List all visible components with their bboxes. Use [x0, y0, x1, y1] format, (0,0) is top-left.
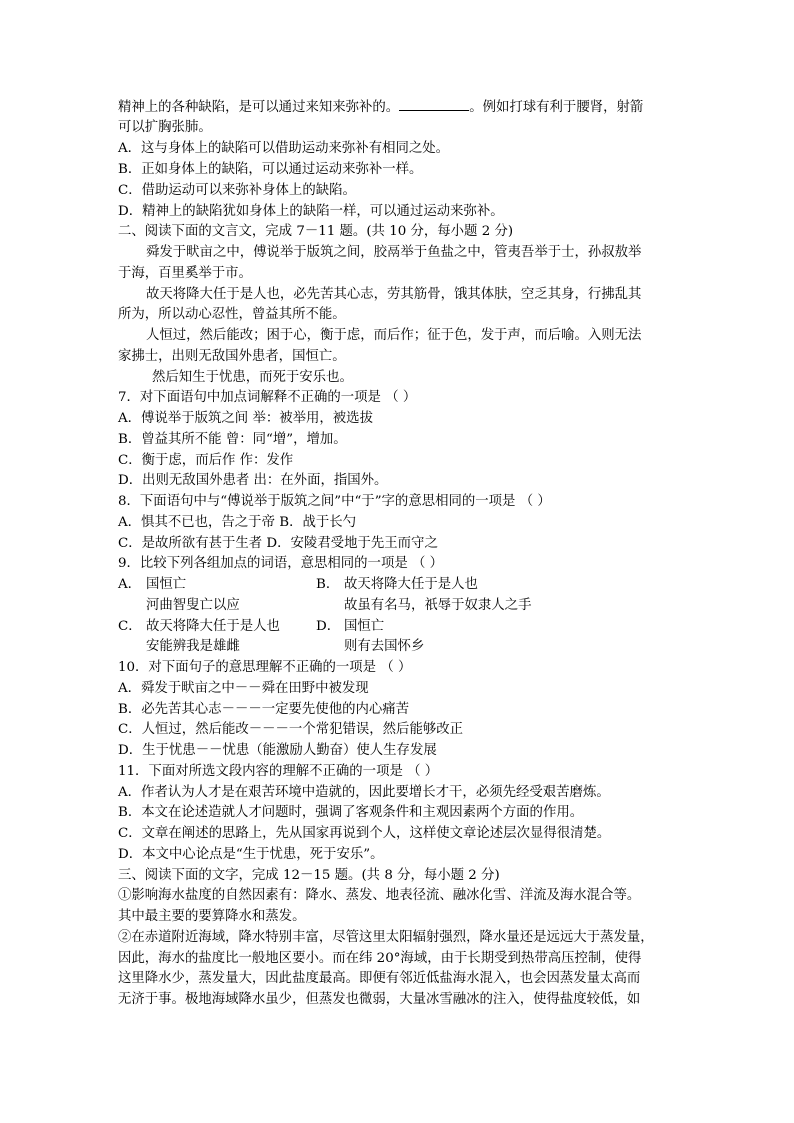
q11-option-a: A．作者认为人才是在艰苦环境中造就的，因此要增长才干，必须先经受艰苦磨炼。 — [118, 785, 610, 800]
section3-para2-line: 无济于事。极地海域降水虽少，但蒸发也微弱，大量冰雪融冰的注入，使得盐度较低，如 — [118, 992, 641, 1007]
q9-b-line1: 故天将降大任于是人也 — [344, 577, 478, 592]
q11-option-b: B．本文在论述造就人才问题时，强调了客观条件和主观因素两个方面的作用。 — [118, 805, 584, 820]
q9-c-label: C． — [118, 619, 142, 634]
q9-c-line2: 安能辨我是雄雌 — [146, 639, 240, 654]
q8-options-ab: A．惧其不已也，告之于帝 B．战于长勺 — [118, 515, 357, 530]
q7-option-d: D．出则无敌国外患者 出：在外面，指国外。 — [118, 473, 388, 488]
q9-d-line2: 则有去国怀乡 — [344, 639, 425, 654]
passage-line: 于海，百里奚举于市。 — [118, 266, 252, 281]
answer-blank[interactable] — [399, 98, 469, 111]
q7-option-a: A．傅说举于版筑之间 举：被举用，被选拔 — [118, 411, 373, 426]
section3-para2-line: ②在赤道附近海域，降水特别丰富，尽管这里太阳辐射强烈，降水量还是远远大于蒸发量， — [118, 930, 654, 945]
q11-option-d: D．本文中心论点是“生于忧患，死于安乐”。 — [118, 847, 384, 862]
passage-line: 故天将降大任于是人也，必先苦其心志，劳其筋骨，饿其体肤，空乏其身，行拂乱其 — [146, 287, 642, 302]
q6-stem-line2: 可以扩胸张肺。 — [118, 120, 212, 135]
q10-option-a: A．舜发于畎亩之中－－舜在田野中被发现 — [118, 681, 369, 696]
q9-d-line1: 国恒亡 — [344, 619, 385, 634]
section3-heading: 三、阅读下面的文字，完成 12－15 题。(共 8 分，每小题 2 分) — [118, 868, 500, 883]
q7-option-b: B．曾益其所不能 曾：同“增”，增加。 — [118, 432, 347, 447]
q10-option-c: C．人恒过，然后能改－－－一个常犯错误，然后能够改正 — [118, 722, 464, 737]
q8-options-cd: C．是故所欲有甚于生者 D．安陵君受地于先王而守之 — [118, 536, 438, 551]
q9-a-label: A． — [118, 577, 142, 592]
q7-option-c: C．衡于虑，而后作 作：发作 — [118, 453, 294, 468]
passage-line: 然后知生于忧患，而死于安乐也。 — [152, 370, 353, 385]
q9-c-line1: 故天将降大任于是人也 — [146, 619, 280, 634]
q6-option-b: B．正如身体上的缺陷，可以通过运动来弥补一样。 — [118, 162, 423, 177]
section2-heading: 二、阅读下面的文言文，完成 7－11 题。(共 10 分，每小题 2 分) — [118, 224, 514, 239]
passage-line: 家拂士，出则无敌国外患者，国恒亡。 — [118, 349, 346, 364]
q6-option-a: A．这与身体上的缺陷可以借助运动来弥补有相同之处。 — [118, 141, 450, 156]
q9-stem: 9．比较下列各组加点的词语，意思相同的一项是 （ ） — [118, 556, 444, 571]
q9-d-label: D． — [316, 619, 341, 634]
q10-option-d: D．生于忧患－－忧患（能激励人勤奋）使人生存发展 — [118, 743, 437, 758]
q6-stem-line1 — [118, 98, 643, 118]
section3-para1-line: 其中最主要的要算降水和蒸发。 — [118, 909, 306, 924]
q10-stem: 10．对下面句子的意思理解不正确的一项是 （ ） — [118, 660, 412, 675]
q7-stem: 7．对下面语句中加点词解释不正确的一项是 （ ） — [118, 390, 417, 405]
q9-a-line2: 河曲智叟亡以应 — [146, 598, 240, 613]
q6-option-d: D．精神上的缺陷犹如身体上的缺陷一样，可以通过运动来弥补。 — [118, 204, 504, 219]
q9-b-label: B． — [316, 577, 340, 592]
section3-para2-line: 这里降水少，蒸发量大，因此盐度最高。即便有邻近低盐海水混入，也会因蒸发量太高而 — [118, 971, 641, 986]
section3-para2-line: 因此，海水的盐度比一般地区要小。而在纬 20°海域，由于长期受到热带高压控制，使得 — [118, 951, 642, 966]
passage-line: 所为，所以动心忍性，曾益其所不能。 — [118, 307, 346, 322]
q11-option-c: C．文章在阐述的思路上，先从国家再说到个人，这样使文章论述层次显得很清楚。 — [118, 826, 611, 841]
passage-line: 人恒过，然后能改；困于心，衡于虑，而后作；征于色，发于声，而后喻。入则无法 — [146, 328, 642, 343]
passage-line: 舜发于畎亩之中，傅说举于版筑之间，胶鬲举于鱼盐之中，管夷吾举于士，孙叔敖举 — [146, 245, 642, 260]
q6-stem-part1: 精神上的各种缺陷，是可以通过来知来弥补的。 — [118, 100, 400, 115]
q9-b-line2: 故虽有名马，祇辱于奴隶人之手 — [344, 598, 532, 613]
q10-option-b: B．必先苦其心志－－－一定要先使他的内心痛苦 — [118, 702, 410, 717]
q9-a-line1: 国恒亡 — [146, 577, 187, 592]
q6-stem-part2: 。例如打球有利于腰肾，射箭 — [469, 100, 644, 115]
q6-option-c: C．借助运动可以来弥补身体上的缺陷。 — [118, 183, 356, 198]
section3-para1-line: ①影响海水盐度的自然因素有：降水、蒸发、地表径流、融冰化雪、洋流及海水混合等。 — [118, 888, 641, 903]
q8-stem: 8．下面语句中与“傅说举于版筑之间”中“于”字的意思相同的一项是 （ ） — [118, 494, 551, 509]
q11-stem: 11．下面对所选文段内容的理解不正确的一项是 （ ） — [118, 764, 439, 779]
